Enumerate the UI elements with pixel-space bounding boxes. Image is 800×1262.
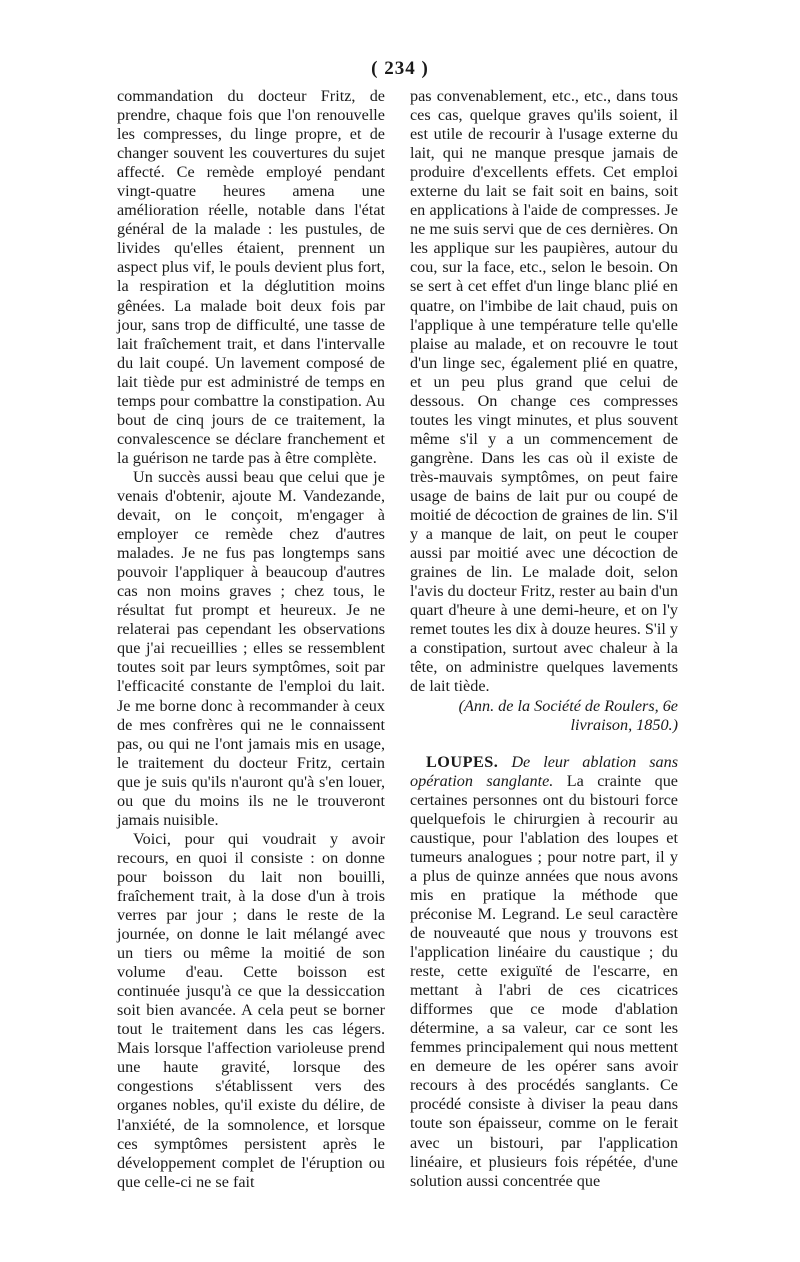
section-subtitle: De leur ablation sans opération sanglante.	[410, 752, 679, 790]
section-title: LOUPES.	[426, 752, 499, 771]
left-column	[117, 87, 385, 1192]
section-body: La crainte que certaines personnes ont du bistouri force quelquefois le chirurgien à recourir au caustique, pour l'ablation des loupes et tumeurs analogues ; pour notre part, il y a plus de quinze années que nous avons mis en pratique la méthode que préconise M. Legrand. Le seul caractère de nouveauté que nous y trouvons est l'application linéaire du caustique ; du reste, cette exiguïté de l'escarre, en mettant à l'abri de ces cicatrices difformes que ce mode d'ablation détermine, a sa valeur, car ce sont les femmes principalement qui nous mettent en demeure de les opérer sans avoir recours à des procédés sanglants. Ce procédé consiste à diviser la peau dans toute son épaisseur, comme on le ferait avec un bistouri, par l'application linéaire, et plusieurs fois répétée, d'une solution aussi concentrée que	[410, 771, 678, 1190]
right-column	[410, 87, 678, 1191]
source-citation: (Ann. de la Société de Roulers, 6e livraison, 1850.)	[458, 696, 678, 734]
left-paragraph-1: commandation du docteur Fritz, de prendre, chaque fois que l'on renouvelle les compresses, du linge propre, et de changer souvent les couvertures du sujet affecté. Ce remède employé pendant vingt-quatre heures amena une amélioration réelle, notable dans l'état général de la malade : les pustules, de livides qu'elles étaient, prennent un aspect plus vif, le pouls devient plus fort, la respiration et la déglutition moins gênées. La malade boit deux fois par jour, sans trop de difficulté, une tasse de lait fraîchement trait, et dans l'intervalle du lait coupé. Un lavement composé de lait tiède pur est administré de temps en temps pour combattre la constipation. Au bout de cinq jours de ce traitement, la convalescence se déclare franchement et la guérison ne tarde pas à être complète.	[117, 87, 385, 467]
right-paragraph-1: pas convenablement, etc., etc., dans tous ces cas, quelque graves qu'ils soient, il est utile de recourir à l'usage externe du lait, qui ne manque presque jamais de produire d'excellents effets. Cet emploi externe du lait se fait soit en bains, soit en applications à l'aide de compresses. Je ne me suis servi que de ces dernières. On les applique sur les paupières, autour du cou, sur la face, etc., selon le besoin. On se sert à cet effet d'un linge blanc plié en quatre, on l'imbibe de lait chaud, puis on l'applique à une température telle qu'elle plaise au malade, et on recouvre le tout d'un linge sec, également plié en quatre, et un peu plus grand que celui de dessous. On change ces compresses toutes les vingt minutes, et plus souvent même s'il y a un commencement de gangrène. Dans les cas où il existe de très-mauvais symptômes, on peut faire usage de bains de lait pur ou coupé de moitié de décoction de graines de lin. S'il y a manque de lait, on peut le couper aussi par moitié avec une décoction de graines de lin. Le malade doit, selon l'avis du docteur Fritz, rester au bain d'un quart d'heure à une demi-heure, et on l'y remet toutes les dix à douze heures. S'il y a constipation, surtout avec chaleur à la tête, on administre quelques lavements de lait tiède.	[410, 87, 678, 696]
left-paragraph-3: Voici, pour qui voudrait y avoir recours, en quoi il consiste : on donne pour boisson du lait non bouilli, fraîchement trait, à la dose d'un à trois verres par jour ; dans le reste de la journée, on donne le lait mélangé avec un tiers ou même la moitié de son volume d'eau. Cette boisson est continuée jusqu'à ce que la dessiccation soit bien avancée. A cela peut se borner tout le traitement dans les cas légers. Mais lorsque l'affection varioleuse prend une haute gravité, lorsque des congestions s'établissent vers des organes nobles, qu'il existe du délire, de l'anxiété, de la somnolence, et lorsque ces symptômes persistent après le développement complet de l'éruption ou que celle-ci ne se fait	[117, 829, 385, 1191]
page-number: ( 234 )	[371, 58, 429, 79]
section-loupes	[410, 753, 678, 1191]
left-paragraph-2: Un succès aussi beau que celui que je venais d'obtenir, ajoute M. Vandezande, devait, on le conçoit, m'engager à employer ce remède chez d'autres malades. Je ne fus pas longtemps sans pouvoir l'appliquer à beaucoup d'autres cas non moins graves ; chez tous, le résultat fut prompt et heureux. Je ne relaterai pas cependant les observations que j'ai recueillies ; elles se ressemblent toutes soit par leurs symptômes, soit par l'efficacité constante de l'emploi du lait. Je me borne donc à recommander à ceux de mes confrères qui ne le connaissent pas, ou qui ne l'ont jamais mis en usage, le traitement du docteur Fritz, certain que je suis qu'ils n'auront qu'à s'en louer, ou que du moins ils ne le trouveront jamais nuisible.	[117, 467, 385, 829]
